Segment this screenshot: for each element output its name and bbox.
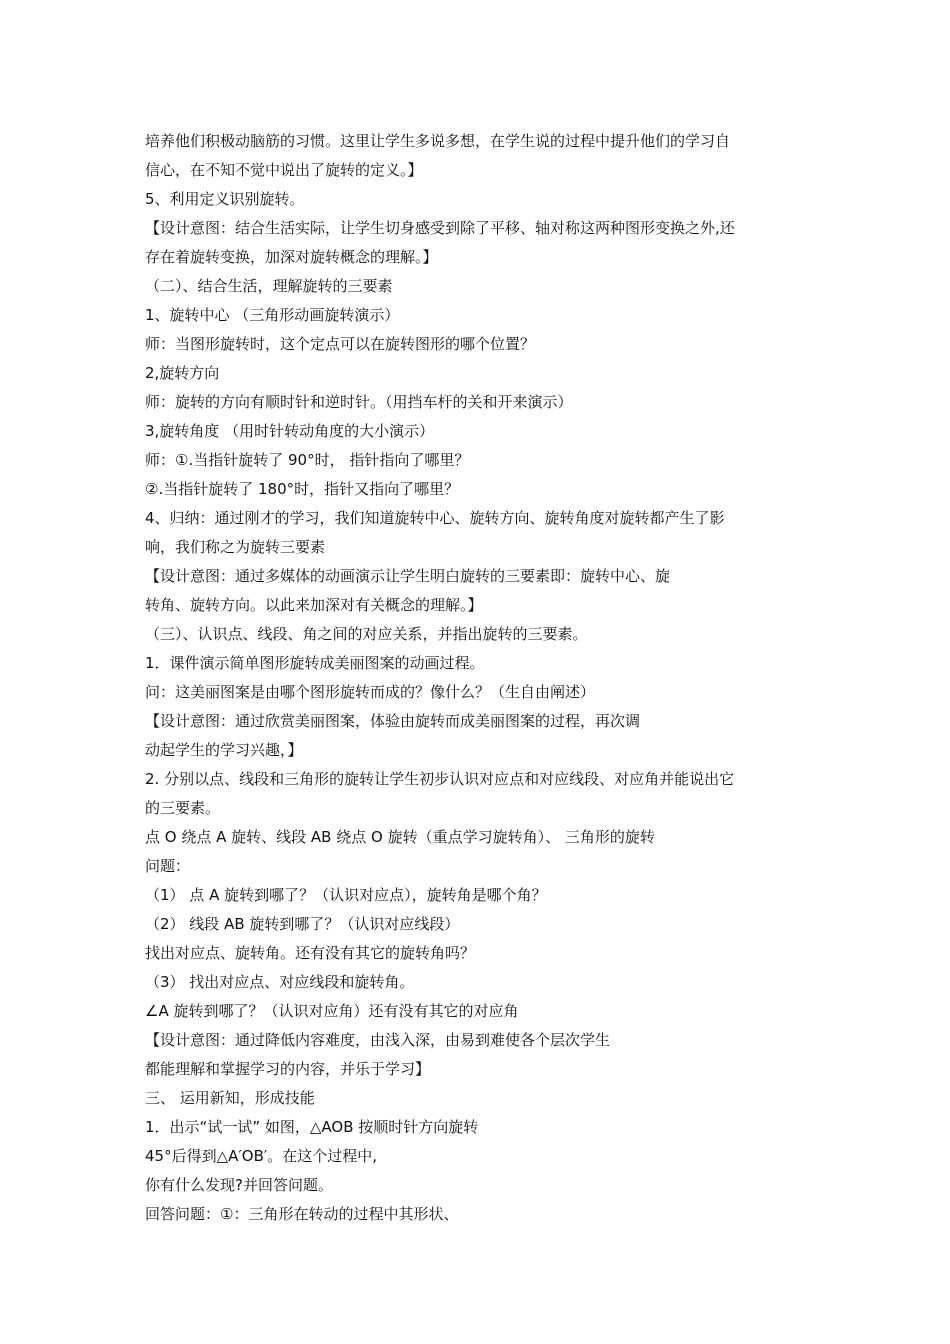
text-line: 的三要素。 (145, 799, 221, 817)
text-line: 3,旋转角度 （用时针转动角度的大小演示） (145, 422, 435, 440)
text-line: 【设计意图：通过降低内容难度，由浅入深，由易到难使各个层次学生 (145, 1031, 611, 1049)
text-line: 问：这美丽图案是由哪个图形旋转而成的？像什么？（生自由阐述） (145, 683, 596, 701)
text-line: 转角、旋转方向。以此来加深对有关概念的理解。】 (145, 596, 483, 614)
text-line: 1、旋转中心 （三角形动画旋转演示） (145, 306, 400, 324)
section-heading: （三）、认识点、线段、角之间的对应关系，并指出旋转的三要素。 (145, 625, 588, 643)
text-line: 都能理解和掌握学习的内容，并乐于学习】 (145, 1060, 431, 1078)
text-line: 【设计意图：结合生活实际，让学生切身感受到除了平移、轴对称这两种图形变换之外,还 (145, 219, 735, 237)
text-line: 4、归纳：通过刚才的学习，我们知道旋转中心、旋转方向、旋转角度对旋转都产生了影 (145, 509, 725, 527)
text-line: 2,旋转方向 (145, 364, 220, 382)
document-body (145, 127, 815, 1229)
text-line: 点 O 绕点 A 旋转、线段 AB 绕点 O 旋转（重点学习旋转角）、 三角形的旋转 (145, 828, 655, 846)
text-line: 【设计意图：通过多媒体的动画演示让学生明白旋转的三要素即：旋转中心、旋 (145, 567, 671, 585)
text-line: 45°后得到△A′OB′。在这个过程中, (145, 1147, 378, 1165)
text-line: 师：①.当指针旋转了 90°时， 指针指向了哪里？ (145, 451, 470, 469)
section-heading: 三、 运用新知，形成技能 (145, 1089, 315, 1107)
text-line: 你有什么发现?并回答问题。 (145, 1176, 333, 1194)
text-line: 培养他们积极动脑筋的习惯。这里让学生多说多想，在学生说的过程中提升他们的学习自 (145, 132, 731, 150)
section-heading: （二）、结合生活，理解旋转的三要素 (145, 277, 393, 295)
text-line: ∠A 旋转到哪了？（认识对应角）还有没有其它的对应角 (145, 1002, 519, 1020)
text-line: 5、利用定义识别旋转。 (145, 190, 305, 208)
text-line: 2. 分别以点、线段和三角形的旋转让学生初步认识对应点和对应线段、对应角并能说出它 (145, 770, 735, 788)
text-line: 师：当图形旋转时，这个定点可以在旋转图形的哪个位置？ (145, 335, 536, 353)
text-line: 【设计意图：通过欣赏美丽图案，体验由旋转而成美丽图案的过程，再次调 (145, 712, 641, 730)
text-line: 信心，在不知不觉中说出了旋转的定义。】 (145, 161, 423, 179)
text-line: 动起学生的学习兴趣，】 (145, 741, 303, 759)
text-line: （2） 线段 AB 旋转到哪了？（认识对应线段） (145, 915, 460, 933)
text-line: （3） 找出对应点、对应线段和旋转角。 (145, 973, 415, 991)
text-line: 回答问题：①：三角形在转动的过程中其形状、 (145, 1205, 459, 1223)
text-line: （1） 点 A 旋转到哪了？（认识对应点），旋转角是哪个角？ (145, 886, 547, 904)
text-line: 师：旋转的方向有顺时针和逆时针。（用挡车杆的关和开来演示） (145, 393, 573, 411)
text-line: 问题： (145, 857, 191, 875)
text-line: 1．出示“试一试” 如图，△AOB 按顺时针方向旋转 (145, 1118, 479, 1136)
text-line: 找出对应点、旋转角。还有没有其它的旋转角吗？ (145, 944, 476, 962)
text-line: 响，我们称之为旋转三要素 (145, 538, 326, 556)
text-line: 1．课件演示简单图形旋转成美丽图案的动画过程。 (145, 654, 485, 672)
text-line: ②.当指针旋转了 180°时，指针又指向了哪里？ (145, 480, 460, 498)
text-line: 存在着旋转变换，加深对旋转概念的理解。】 (145, 248, 438, 266)
